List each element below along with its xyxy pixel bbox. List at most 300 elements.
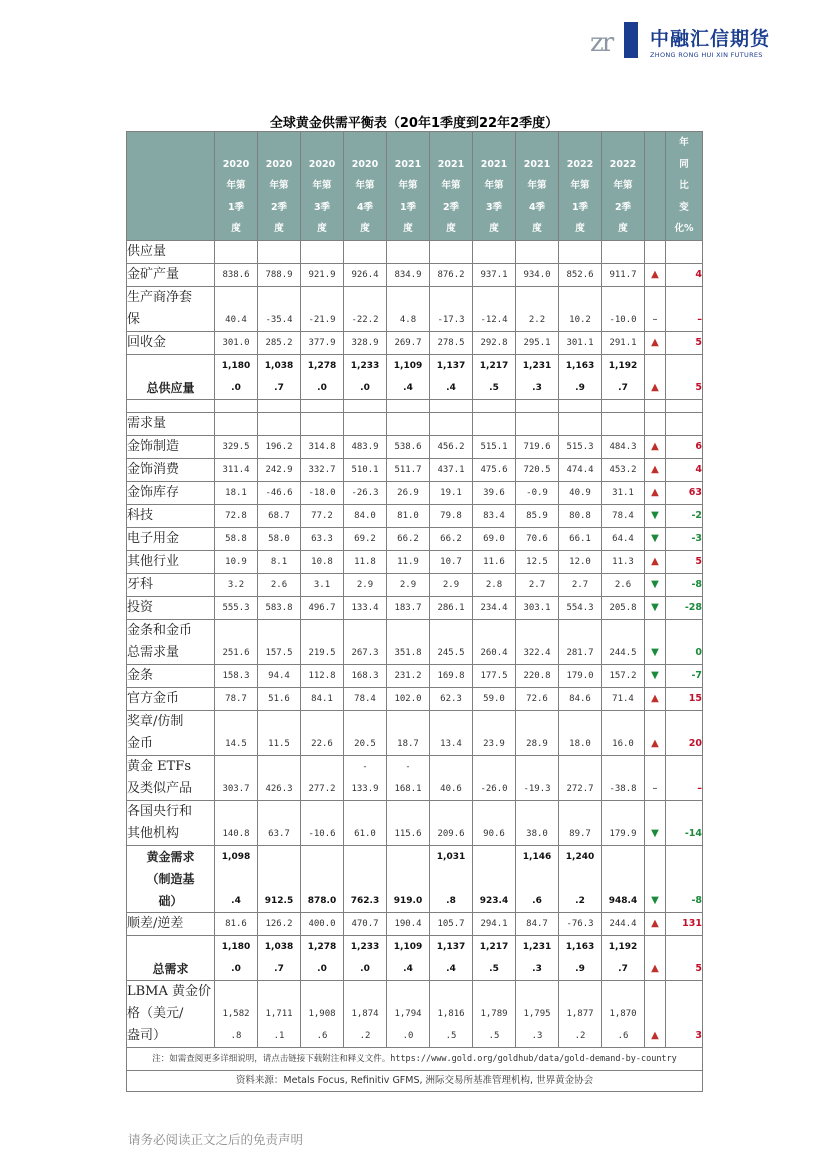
trend-down-icon: ▼: [645, 504, 666, 527]
value-cell: [516, 240, 559, 263]
blank-cell: [559, 399, 602, 412]
note-row: [127, 1047, 703, 1070]
value-cell: 2.9: [387, 573, 430, 596]
header-text: 2020: [308, 158, 336, 170]
row-label-text: 总供应量: [146, 380, 195, 395]
value-cell: 14.5: [215, 710, 258, 755]
row-label-text: 奖章/仿制: [127, 713, 184, 729]
value-cell: 301.1: [559, 331, 602, 354]
table-row: [127, 800, 703, 845]
value-cell: 26.9: [387, 481, 430, 504]
value-cell: 84.6: [559, 687, 602, 710]
header-text: 年第: [269, 180, 289, 192]
table-row: [127, 710, 703, 755]
value-cell: 314.8: [301, 435, 344, 458]
value-cell: 937.1: [473, 263, 516, 286]
value-cell: 426.3: [258, 755, 301, 800]
row-label-text: 金币: [127, 735, 154, 751]
value-cell: 269.7: [387, 331, 430, 354]
row-label-text: 格（美元/: [127, 1005, 184, 1021]
value-cell: 538.6: [387, 435, 430, 458]
row-label-text: 电子用金: [127, 530, 180, 546]
value-cell: 64.4: [602, 527, 645, 550]
value-cell: 3.2: [215, 573, 258, 596]
trend-up-icon: ▲: [645, 687, 666, 710]
header-text: 度: [446, 223, 456, 235]
value-cell: 183.7: [387, 596, 430, 619]
yoy-change: –: [666, 286, 703, 331]
value-cell: 788.9: [258, 263, 301, 286]
value-cell: -18.0: [301, 481, 344, 504]
value-cell: 133.4: [344, 596, 387, 619]
row-label-text: 金条: [127, 667, 154, 683]
value-cell: 456.2: [430, 435, 473, 458]
table-row: [127, 412, 703, 435]
value-cell: 39.6: [473, 481, 516, 504]
value-cell: 10.8: [301, 550, 344, 573]
row-label-text: 金饰库存: [127, 484, 180, 500]
table-row: [127, 619, 703, 664]
row-label: [127, 286, 215, 331]
value-cell: 926.4: [344, 263, 387, 286]
value-cell: 285.2: [258, 331, 301, 354]
row-label-text: 金条和金币: [127, 622, 193, 638]
value-cell: 83.4: [473, 504, 516, 527]
value-cell: 351.8: [387, 619, 430, 664]
header-text: 度: [403, 223, 413, 235]
yoy-change: -8: [666, 845, 703, 912]
value-cell: 80.8: [559, 504, 602, 527]
header-text: 年第: [355, 180, 375, 192]
header-text: 年第: [226, 180, 246, 192]
row-label-text: 黄金需求: [146, 849, 195, 864]
value-cell: 11.3: [602, 550, 645, 573]
value-cell: 66.1: [559, 527, 602, 550]
value-cell: 453.2: [602, 458, 645, 481]
table-row: [127, 504, 703, 527]
table-source: 资料来源：Metals Focus, Refinitiv GFMS, 洲际交易所基准管理机构, 世界黄金协会: [127, 1070, 703, 1091]
table-row: [127, 354, 703, 399]
value-cell: 511.7: [387, 458, 430, 481]
value-cell: 555.3: [215, 596, 258, 619]
blank-cell: [666, 399, 703, 412]
yoy-change: 0: [666, 619, 703, 664]
value-cell: 179.0: [559, 664, 602, 687]
table-row: [127, 596, 703, 619]
value-cell: [344, 240, 387, 263]
value-cell: 40.6: [430, 755, 473, 800]
header-text: 比: [679, 180, 689, 192]
header-quarter-8: [516, 132, 559, 241]
header-text: 度: [360, 223, 370, 235]
value-cell: 72.6: [516, 687, 559, 710]
header-text: 2022: [609, 158, 637, 170]
row-label: [127, 980, 215, 1047]
header-quarter-5: [387, 132, 430, 241]
blank-cell: [430, 399, 473, 412]
header-text: 年第: [398, 180, 418, 192]
table-row: [127, 263, 703, 286]
header-trend-cell: [645, 132, 666, 241]
header-text: 2季: [442, 201, 460, 213]
value-cell: 77.2: [301, 504, 344, 527]
row-label: [127, 504, 215, 527]
yoy-change: 5: [666, 550, 703, 573]
value-cell: 18.0: [559, 710, 602, 755]
value-cell: 58.8: [215, 527, 258, 550]
value-cell: [301, 240, 344, 263]
value-cell: 1,098 .4: [215, 845, 258, 912]
value-cell: 78.7: [215, 687, 258, 710]
header-quarter-9: [559, 132, 602, 241]
row-label-text: 盎司）: [127, 1027, 167, 1043]
value-cell: 470.7: [344, 912, 387, 935]
value-cell: 16.0: [602, 710, 645, 755]
row-label-text: 各国央行和: [127, 803, 193, 819]
value-cell: 4.8: [387, 286, 430, 331]
value-cell: 2.6: [258, 573, 301, 596]
value-cell: [387, 240, 430, 263]
value-cell: 1,794 .0: [387, 980, 430, 1047]
value-cell: -38.8: [602, 755, 645, 800]
value-cell: -76.3: [559, 912, 602, 935]
value-cell: 1,217 .5: [473, 354, 516, 399]
header-text: 度: [317, 223, 327, 235]
value-cell: 834.9: [387, 263, 430, 286]
table-title: 全球黄金供需平衡表（20年1季度到22年2季度）: [269, 116, 559, 131]
value-cell: 3.1: [301, 573, 344, 596]
value-cell: 1,278 .0: [301, 935, 344, 980]
value-cell: 84.1: [301, 687, 344, 710]
row-label-text: 投资: [127, 599, 154, 615]
value-cell: 79.8: [430, 504, 473, 527]
value-cell: -21.9: [301, 286, 344, 331]
value-cell: [344, 412, 387, 435]
yoy-change: 4: [666, 263, 703, 286]
value-cell: 126.2: [258, 912, 301, 935]
row-label-text: 黄金 ETFs: [127, 758, 191, 774]
yoy-change: -8: [666, 573, 703, 596]
value-cell: 81.0: [387, 504, 430, 527]
value-cell: [559, 412, 602, 435]
blank-cell: [516, 399, 559, 412]
trend-down-icon: ▼: [645, 664, 666, 687]
table-note: 注：如需查阅更多详细说明，请点击链接下载附注和释义文件。https://www.gold.org/goldhub/data/gold-demand-by-country: [127, 1047, 703, 1070]
value-cell: 838.6: [215, 263, 258, 286]
row-label-text: 总需求量: [127, 644, 180, 660]
header-quarter-7: [473, 132, 516, 241]
value-cell: 209.6: [430, 800, 473, 845]
value-cell: 1,233 .0: [344, 354, 387, 399]
header-text: 2季: [270, 201, 288, 213]
trend-down-icon: ▼: [645, 845, 666, 912]
yoy-change: 6: [666, 435, 703, 458]
value-cell: [215, 240, 258, 263]
header-text: 1季: [399, 201, 417, 213]
value-cell: 81.6: [215, 912, 258, 935]
trend-up-icon: ▲: [645, 550, 666, 573]
header-text: 1季: [227, 201, 245, 213]
value-cell: 912.5: [258, 845, 301, 912]
row-label: [127, 912, 215, 935]
value-cell: 70.6: [516, 527, 559, 550]
row-label: [127, 263, 215, 286]
value-cell: 1,038 .7: [258, 935, 301, 980]
value-cell: 157.2: [602, 664, 645, 687]
header-text: 年第: [441, 180, 461, 192]
yoy-change: 15: [666, 687, 703, 710]
value-cell: [559, 240, 602, 263]
value-cell: 251.6: [215, 619, 258, 664]
value-cell: 1,789 .5: [473, 980, 516, 1047]
row-label: [127, 331, 215, 354]
value-cell: 58.0: [258, 527, 301, 550]
value-cell: 921.9: [301, 263, 344, 286]
header-text: 2季: [614, 201, 632, 213]
value-cell: 278.5: [430, 331, 473, 354]
header-quarter-10: [602, 132, 645, 241]
value-cell: -35.4: [258, 286, 301, 331]
header-text: 变: [679, 201, 689, 213]
yoy-change: 131: [666, 912, 703, 935]
table-row: [127, 845, 703, 912]
logo-bar-icon: [624, 22, 638, 58]
value-cell: 1,582 .8: [215, 980, 258, 1047]
value-cell: 948.4: [602, 845, 645, 912]
header-text: 2020: [265, 158, 293, 170]
value-cell: 2.9: [430, 573, 473, 596]
trend-up-icon: ▲: [645, 935, 666, 980]
value-cell: 1,031 .8: [430, 845, 473, 912]
table-row: [127, 458, 703, 481]
row-label: [127, 481, 215, 504]
value-cell: 190.4: [387, 912, 430, 935]
yoy-change: 3: [666, 980, 703, 1047]
value-cell: -22.2: [344, 286, 387, 331]
trend-up-icon: ▲: [645, 435, 666, 458]
row-label: [127, 527, 215, 550]
value-cell: 179.9: [602, 800, 645, 845]
value-cell: 62.3: [430, 687, 473, 710]
value-cell: 286.1: [430, 596, 473, 619]
value-cell: 78.4: [344, 687, 387, 710]
value-cell: 12.0: [559, 550, 602, 573]
value-cell: 11.9: [387, 550, 430, 573]
value-cell: 1,180 .0: [215, 935, 258, 980]
value-cell: 11.6: [473, 550, 516, 573]
value-cell: 1,233 .0: [344, 935, 387, 980]
row-label: [127, 435, 215, 458]
header-text: 2020: [351, 158, 379, 170]
header-quarter-4: [344, 132, 387, 241]
value-cell: 20.5: [344, 710, 387, 755]
value-cell: 158.3: [215, 664, 258, 687]
value-cell: 61.0: [344, 800, 387, 845]
value-cell: 177.5: [473, 664, 516, 687]
value-cell: 10.7: [430, 550, 473, 573]
yoy-change: -2: [666, 504, 703, 527]
value-cell: 84.0: [344, 504, 387, 527]
value-cell: 301.0: [215, 331, 258, 354]
row-label-text: 金饰制造: [127, 438, 180, 454]
value-cell: 85.9: [516, 504, 559, 527]
value-cell: 1,137 .4: [430, 935, 473, 980]
value-cell: 11.8: [344, 550, 387, 573]
value-cell: 277.2: [301, 755, 344, 800]
row-label-text: 及类似产品: [127, 780, 193, 796]
value-cell: 332.7: [301, 458, 344, 481]
value-cell: 59.0: [473, 687, 516, 710]
row-label-text: LBMA 黄金价: [127, 983, 212, 999]
value-cell: 437.1: [430, 458, 473, 481]
header-text: 1季: [571, 201, 589, 213]
value-cell: 12.5: [516, 550, 559, 573]
yoy-change: -7: [666, 664, 703, 687]
row-label-text: 需求量: [127, 415, 167, 431]
trend-empty-cell: [645, 240, 666, 263]
value-cell: 72.8: [215, 504, 258, 527]
row-label-text: 生产商净套: [127, 289, 193, 305]
value-cell: 1,109 .4: [387, 935, 430, 980]
value-cell: 219.5: [301, 619, 344, 664]
row-label-text: 总需求: [152, 961, 189, 976]
value-cell: 1,870 .6: [602, 980, 645, 1047]
value-cell: 115.6: [387, 800, 430, 845]
yoy-change: -3: [666, 527, 703, 550]
value-cell: 878.0: [301, 845, 344, 912]
logo-name: 中融汇信期货: [650, 28, 771, 50]
row-label-text: 金饰消费: [127, 461, 180, 477]
value-cell: [258, 412, 301, 435]
yoy-change: -14: [666, 800, 703, 845]
row-label: [127, 550, 215, 573]
row-label-text: 础）: [158, 893, 183, 908]
value-cell: 1,146 .6: [516, 845, 559, 912]
value-cell: 78.4: [602, 504, 645, 527]
blank-cell: [301, 399, 344, 412]
value-cell: 157.5: [258, 619, 301, 664]
value-cell: 923.4: [473, 845, 516, 912]
value-cell: [258, 240, 301, 263]
value-cell: 1,874 .2: [344, 980, 387, 1047]
value-cell: 303.1: [516, 596, 559, 619]
value-cell: 1,038 .7: [258, 354, 301, 399]
table-row: [127, 935, 703, 980]
value-cell: 515.3: [559, 435, 602, 458]
value-cell: [602, 240, 645, 263]
value-cell: 1,163 .9: [559, 935, 602, 980]
value-cell: 328.9: [344, 331, 387, 354]
value-cell: 852.6: [559, 263, 602, 286]
header-text: 度: [618, 223, 628, 235]
value-cell: 272.7: [559, 755, 602, 800]
value-cell: 1,180 .0: [215, 354, 258, 399]
value-cell: 292.8: [473, 331, 516, 354]
header-text: 2021: [480, 158, 508, 170]
value-cell: -46.6: [258, 481, 301, 504]
value-cell: 90.6: [473, 800, 516, 845]
value-cell: 1,908 .6: [301, 980, 344, 1047]
value-cell: 51.6: [258, 687, 301, 710]
value-cell: 112.8: [301, 664, 344, 687]
value-cell: 475.6: [473, 458, 516, 481]
value-cell: 876.2: [430, 263, 473, 286]
value-cell: 1,877 .2: [559, 980, 602, 1047]
value-cell: 8.1: [258, 550, 301, 573]
value-cell: 38.0: [516, 800, 559, 845]
value-cell: 94.4: [258, 664, 301, 687]
value-cell: 244.4: [602, 912, 645, 935]
blank-cell: [473, 399, 516, 412]
trend-down-icon: ▼: [645, 800, 666, 845]
value-cell: 484.3: [602, 435, 645, 458]
value-cell: 242.9: [258, 458, 301, 481]
value-cell: - 168.1: [387, 755, 430, 800]
trend-down-icon: ▼: [645, 619, 666, 664]
value-cell: 483.9: [344, 435, 387, 458]
value-cell: 2.6: [602, 573, 645, 596]
value-cell: 720.5: [516, 458, 559, 481]
value-cell: 291.1: [602, 331, 645, 354]
logo-mark: zr: [590, 28, 613, 58]
row-label: [127, 935, 215, 980]
value-cell: -19.3: [516, 755, 559, 800]
table-row: [127, 435, 703, 458]
value-cell: 919.0: [387, 845, 430, 912]
value-cell: 18.7: [387, 710, 430, 755]
value-cell: 102.0: [387, 687, 430, 710]
row-label-text: 官方金币: [127, 690, 180, 706]
value-cell: -17.3: [430, 286, 473, 331]
yoy-change: 5: [666, 331, 703, 354]
row-label: [127, 458, 215, 481]
header-text: 3季: [485, 201, 503, 213]
yoy-change: 4: [666, 458, 703, 481]
row-label: [127, 619, 215, 664]
row-label-text: 其他机构: [127, 825, 180, 841]
value-cell: 1,816 .5: [430, 980, 473, 1047]
value-cell: 329.5: [215, 435, 258, 458]
value-cell: 1,278 .0: [301, 354, 344, 399]
row-label: [127, 687, 215, 710]
trend-empty-cell: [645, 412, 666, 435]
company-logo: [590, 22, 790, 64]
value-cell: 89.7: [559, 800, 602, 845]
trend-dash-icon: –: [645, 755, 666, 800]
value-cell: 281.7: [559, 619, 602, 664]
trend-up-icon: ▲: [645, 354, 666, 399]
value-cell: [301, 412, 344, 435]
trend-down-icon: ▼: [645, 527, 666, 550]
header-text: 4季: [356, 201, 374, 213]
value-cell: 66.2: [387, 527, 430, 550]
value-cell: 2.7: [516, 573, 559, 596]
table-row: [127, 399, 703, 412]
value-cell: 1,192 .7: [602, 935, 645, 980]
value-cell: 69.0: [473, 527, 516, 550]
value-cell: 2.9: [344, 573, 387, 596]
logo-subtitle: ZHONG RONG HUI XIN FUTURES: [650, 51, 763, 59]
value-cell: 515.1: [473, 435, 516, 458]
yoy-change: -28: [666, 596, 703, 619]
row-label-text: 顺差/逆差: [127, 915, 184, 931]
value-cell: 2.8: [473, 573, 516, 596]
value-cell: 28.9: [516, 710, 559, 755]
value-cell: 377.9: [301, 331, 344, 354]
header-quarter-6: [430, 132, 473, 241]
row-label-text: 回收金: [127, 334, 167, 350]
header-text: 同: [679, 158, 689, 170]
